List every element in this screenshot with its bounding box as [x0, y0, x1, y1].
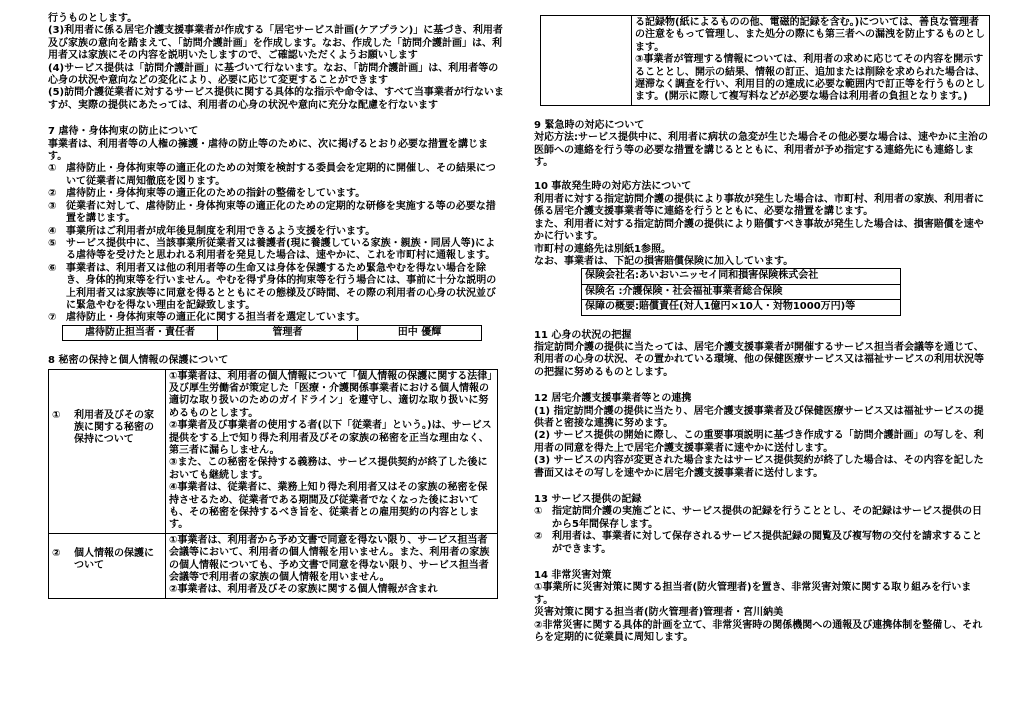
responsible-position: 管理者 — [218, 325, 358, 340]
section-13 — [534, 494, 990, 556]
responsible-role: 虐待防止担当者・責任者 — [63, 325, 218, 340]
privacy-row-label — [541, 16, 632, 106]
table-row — [49, 533, 498, 598]
section-13-title: 13 サービス提供の記録 — [534, 494, 642, 505]
section-7-item: ① 虐待防止・身体拘束等の適正化のための対策を検討する委員会を定期的に開催し、その結果について従業者に周知徹底を図ります。 — [48, 163, 496, 187]
right-column — [534, 15, 990, 644]
section-12: 12 居宅介護支援事業者等との連携 (1) 指定訪問介護の提供に当たり、居宅介護支援事業者及び保健医療サービス又は福祉サービスの提供者と密接な連携に努めます。 (2) サービス提供の開始に際し、この重要事項説明に基づき作成する「訪問介護計画」の写しを、利用者の同意を得た上で居宅介護支援事業者に速やかに送付します。 (3) サービスの内容が変更された場合またはサービス提供契約が終了した場合は、その内容を記した書面又はその写しを速やかに居宅介護支援事業者に送付します。 — [534, 393, 990, 480]
insurance-coverage: 保障の概要:賠償責任(対人1億円×10人・対物1000万円)等 — [585, 301, 856, 313]
section-9-body: 対応方法:サービス提供中に、利用者に病状の急変が生じた場合その他必要な場合は、速やかに主治の医師への連絡を行う等の必要な措置を講じるとともに、利用者が予め指定する連絡先にも連絡します。 — [534, 132, 988, 169]
section-7-item: ⑤ サービス提供中に、当該事業所従業者又は養護者(現に養護している家族・親族・同居人等)による虐待等を受けたと思われる利用者を発見した場合は、速やかに、これを市町村に通報します。 — [48, 237, 496, 262]
section-7-item: ② 虐待防止・身体拘束等の適正化のための指針の整備をしています。 — [48, 188, 366, 200]
section-11 — [534, 330, 990, 380]
section-7-item: ⑦ 虐待防止・身体拘束等の適正化に関する担当者を選定しています。 — [48, 312, 366, 324]
section-13-item: ① 指定訪問介護の実施ごとに、サービス提供の記録を行うこととし、その記録はサービス提供の日から5年間保存します。 — [534, 506, 982, 530]
privacy-row-label: ② 個人情報の保護について — [49, 533, 166, 598]
section-10-title: 10 事故発生時の対応方法について — [534, 181, 692, 193]
insurance-name: 保険名 :介護保険・社会福祉事業者総合保険 — [582, 285, 900, 300]
section-11-title: 11 心身の状況の把握 — [534, 329, 632, 341]
section-9-title: 9 緊急時の対応について — [534, 119, 645, 131]
section-7-item: ③ 従業者に対して、虐待防止・身体拘束等の適正化のための定期的な研修を実施する等の必要な措置を講じます。 — [48, 200, 496, 225]
responsible-person-table — [62, 325, 482, 341]
section-11-body: 指定訪問介護の提供に当たっては、居宅介護支援事業者が開催するサービス担当者会議等を通じて、利用者の心身の状況、その置かれている環境、他の保健医療サービス又は福祉サービスの利用状況等の把握に努めるものとします。 — [534, 341, 984, 378]
intro-line: 行うものとします。 — [48, 13, 138, 24]
section-7-item: ⑥ 事業者は、利用者又は他の利用者等の生命又は身体を保護するため緊急やむを得ない場合を除き、身体的拘束等を行いません。やむを得ず身体的拘束等を行う場合には、事前に十分な説明の上利用者又は家族等に同意を得るとともにその態様及び時間、その際の利用者の心身の状況並びに緊急やむを得ない理由を記録致します。 — [48, 262, 497, 311]
section-7-lead: 事業者は、利用者等の人権の擁護・虐待の防止等のために、次に掲げるとおり必要な措置を講じます。 — [48, 138, 488, 163]
intro-item-3: (3)利用者に係る居宅介護支援事業者が作成する「居宅サービス計画(ケアプラン)」に基づき、利用者及び家族の意向を踏まえて、「訪問介護計画」を作成します。なお、作成した「訪問介護計画」は、利用者又は家族にその内容を説明いたしますので、ご確認いただくようお願いします — [48, 25, 503, 62]
privacy-row-content: る記録物(紙によるものの他、電磁的記録を含む。)については、善良な管理者の注意をもって管理し、また処分の際にも第三者への漏洩を防止するものとします。 ③事業者が管理する情報については、利用者の求めに応じてその内容を開示することとし、開示の結果、情報の訂正、追加または削除を求められた場合は、遅滞なく調査を行い、利用目的の達成に必要な範囲内で訂正等を行うものとします。(開示に際して複写料などが必要な場合は利用者の負担となります。) — [632, 16, 990, 106]
insurance-company: 保険会社名:あいおいニッセイ同和損害保険株式会社 — [582, 269, 900, 284]
section-13-item: ② 利用者は、事業者に対して保存されるサービス提供記録の閲覧及び複写物の交付を請求することができます。 — [534, 531, 982, 555]
insurance-box — [581, 268, 901, 315]
privacy-row-label: ① 利用者及びその家族に関する秘密の保持について — [49, 369, 166, 533]
table-row — [541, 16, 990, 106]
table-row — [49, 369, 498, 533]
responsible-name: 田中 優輝 — [358, 325, 482, 340]
privacy-row-content: ①事業者は、利用者から予め文書で同意を得ない限り、サービス担当者会議等において、利用者の個人情報を用いません。また、利用者の家族の個人情報についても、予め文書で同意を得ない限り、サービス担当者会議等で利用者の家族の個人情報を用いません。 ②事業者は、利用者及びその家族に関する個人情報が含まれ — [166, 533, 498, 598]
left-column — [48, 13, 504, 599]
section-7-title: 7 虐待・身体拘束の防止について — [48, 126, 199, 138]
privacy-row-content: ①事業者は、利用者の個人情報について「個人情報の保護に関する法律」及び厚生労働省が策定した「医療・介護関係事業者における個人情報の適切な取り扱いのためのガイドライン」を遵守し、適切な取り扱いに努めるものとします。 ②事業者及び事業者の使用する者(以下「従業者」という。)は、サービス提供をする上で知り得た利用者及びその家族の秘密を正当な理由なく、第三者に漏らしません。 ③また、この秘密を保持する義務は、サービス提供契約が終了した後においても継続します。 ④事業者は、従業者に、業務上知り得た利用者又はその家族の秘密を保持させるため、従業者である期間及び従業者でなくなった後においても、その秘密を保持するべき旨を、従業者との雇用契約の内容とします。 — [166, 369, 498, 533]
section-8 — [48, 355, 504, 599]
section-14-title: 14 非常災害対策 — [534, 570, 612, 582]
privacy-table-continued — [540, 15, 990, 106]
section-14: 14 非常災害対策 ①事業所に災害対策に関する担当者(防火管理者)を置き、非常災害対策に関する取り組みを行います。 災害対策に関する担当者(防火管理者)管理者・宮川納美 ②非常災害に関する具体的計画を立て、非常災害時の関係機関への通報及び連携体制を整備し、それらを定期的に従業員に周知します。 — [534, 570, 990, 644]
section-10: 10 事故発生時の対応方法について 利用者に対する指定訪問介護の提供により事故が発生した場合は、市町村、利用者の家族、利用者に係る居宅介護支援事業者等に連絡を行うとともに、必要な措置を講じます。 また、利用者に対する指定訪問介護の提供により賠償すべき事故が発生した場合は、損害賠償を速やかに行います。 市町村の連絡先は別紙1参照。 なお、事業者は、下記の損害賠償保険に加入しています。 保険会社名:あいおいニッセイ同和損害保険株式会社 保険名 :介護保険・社会福祉事業者総合保険 保障の概要:賠償責任(対人1億円×10人・対物1000万円)等 — [534, 181, 990, 315]
section-12-title: 12 居宅介護支援事業者等との連携 — [534, 393, 692, 405]
intro-item-5: (5)訪問介護従業者に対するサービス提供に関する具体的な指示や命令は、すべて当事業者が行ないますが、実際の提供にあたっては、利用者の心身の状況や意向に充分な配慮を行ないます — [48, 87, 504, 111]
privacy-table — [48, 369, 498, 599]
section-7 — [48, 126, 504, 341]
intro-item-4: (4)サービス提供は「訪問介護計画」に基づいて行ないます。なお、「訪問介護計画」は、利用者等の心身の状況や意向などの変化により、必要に応じて変更することができます — [48, 62, 499, 87]
section-9 — [534, 120, 990, 170]
section-7-item: ④ 事業所はご利用者が成年後見制度を利用できるよう支援を行います。 — [48, 225, 376, 237]
section-8-title: 8 秘密の保持と個人情報の保護について — [48, 355, 229, 367]
